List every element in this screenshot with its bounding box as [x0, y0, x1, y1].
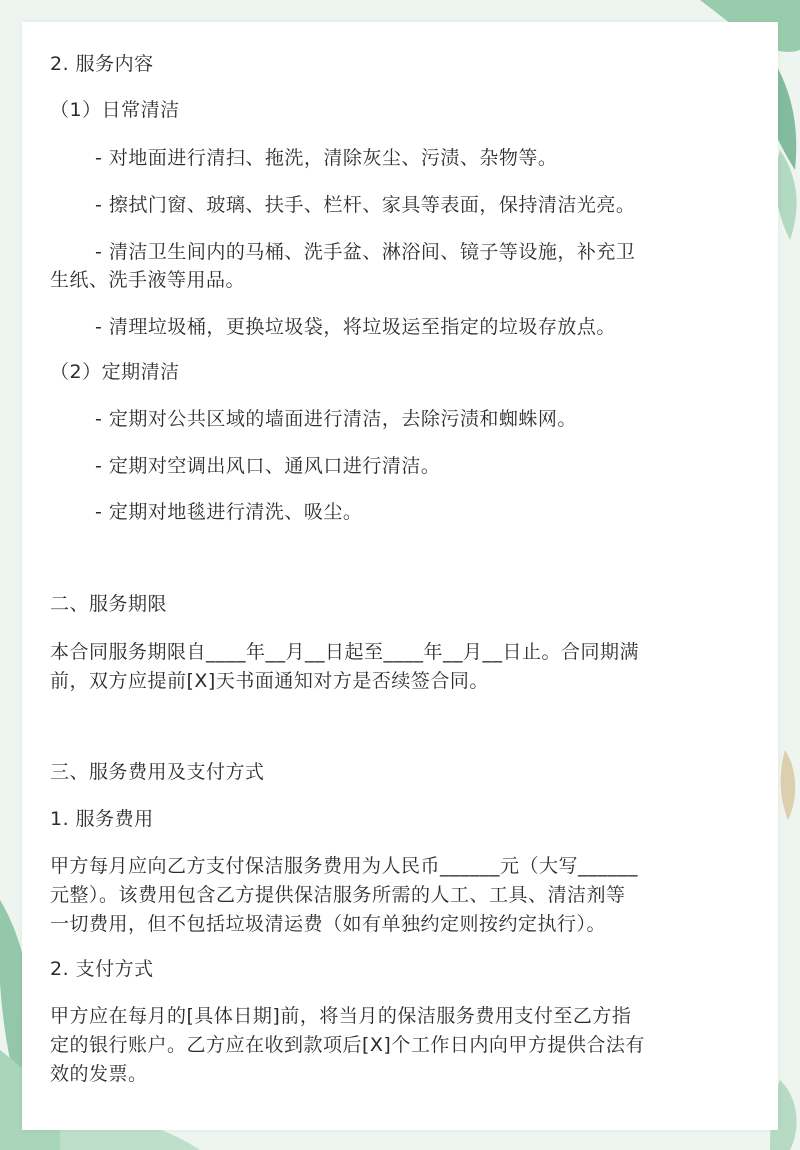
paragraph-line: - 清洁卫生间内的马桶、洗手盆、淋浴间、镜子等设施，补充卫	[95, 241, 636, 263]
paragraph-line: - 清理垃圾桶，更换垃圾袋，将垃圾运至指定的垃圾存放点。	[95, 316, 616, 338]
paragraph-line: - 擦拭门窗、玻璃、扶手、栏杆、家具等表面，保持清洁光亮。	[95, 194, 636, 216]
paragraph-line: 本合同服务期限自____年__月__日起至____年__月__日止。合同期满	[50, 641, 640, 663]
paragraph-line: - 定期对地毯进行清洗、吸尘。	[95, 501, 363, 523]
paragraph-line: 一切费用，但不包括垃圾清运费（如有单独约定则按约定执行）。	[50, 913, 607, 935]
subsection-heading-service-fee: 1. 服务费用	[50, 808, 154, 830]
paragraph-line: 生纸、洗手液等用品。	[50, 269, 246, 291]
section-heading-fees-payment: 三、服务费用及支付方式	[50, 761, 265, 783]
paragraph-line: 甲方每月应向乙方支付保洁服务费用为人民币______元（大写______	[50, 855, 639, 877]
paragraph-line: 效的发票。	[50, 1063, 148, 1085]
paragraph-line: 甲方应在每月的[具体日期]前，将当月的保洁服务费用支付至乙方指	[50, 1005, 632, 1027]
paragraph-line: - 定期对空调出风口、通风口进行清洁。	[95, 455, 441, 477]
paragraph-line: 前，双方应提前[X]天书面通知对方是否续签合同。	[50, 670, 489, 692]
section-heading-service-term: 二、服务期限	[50, 593, 168, 615]
subsection-heading-payment-method: 2. 支付方式	[50, 958, 154, 980]
section-heading-service-content: 2. 服务内容	[50, 53, 154, 75]
subsection-heading-periodic-cleaning: （2）定期清洁	[50, 361, 180, 383]
document-page	[22, 22, 778, 1130]
subsection-heading-daily-cleaning: （1）日常清洁	[50, 99, 180, 121]
paragraph-line: 定的银行账户。乙方应在收到款项后[X]个工作日内向甲方提供合法有	[50, 1034, 645, 1056]
paragraph-line: 元整）。该费用包含乙方提供保洁服务所需的人工、工具、清洁剂等	[50, 884, 626, 906]
paragraph-line: - 对地面进行清扫、拖洗，清除灰尘、污渍、杂物等。	[95, 147, 558, 169]
paragraph-line: - 定期对公共区域的墙面进行清洁，去除污渍和蜘蛛网。	[95, 408, 577, 430]
